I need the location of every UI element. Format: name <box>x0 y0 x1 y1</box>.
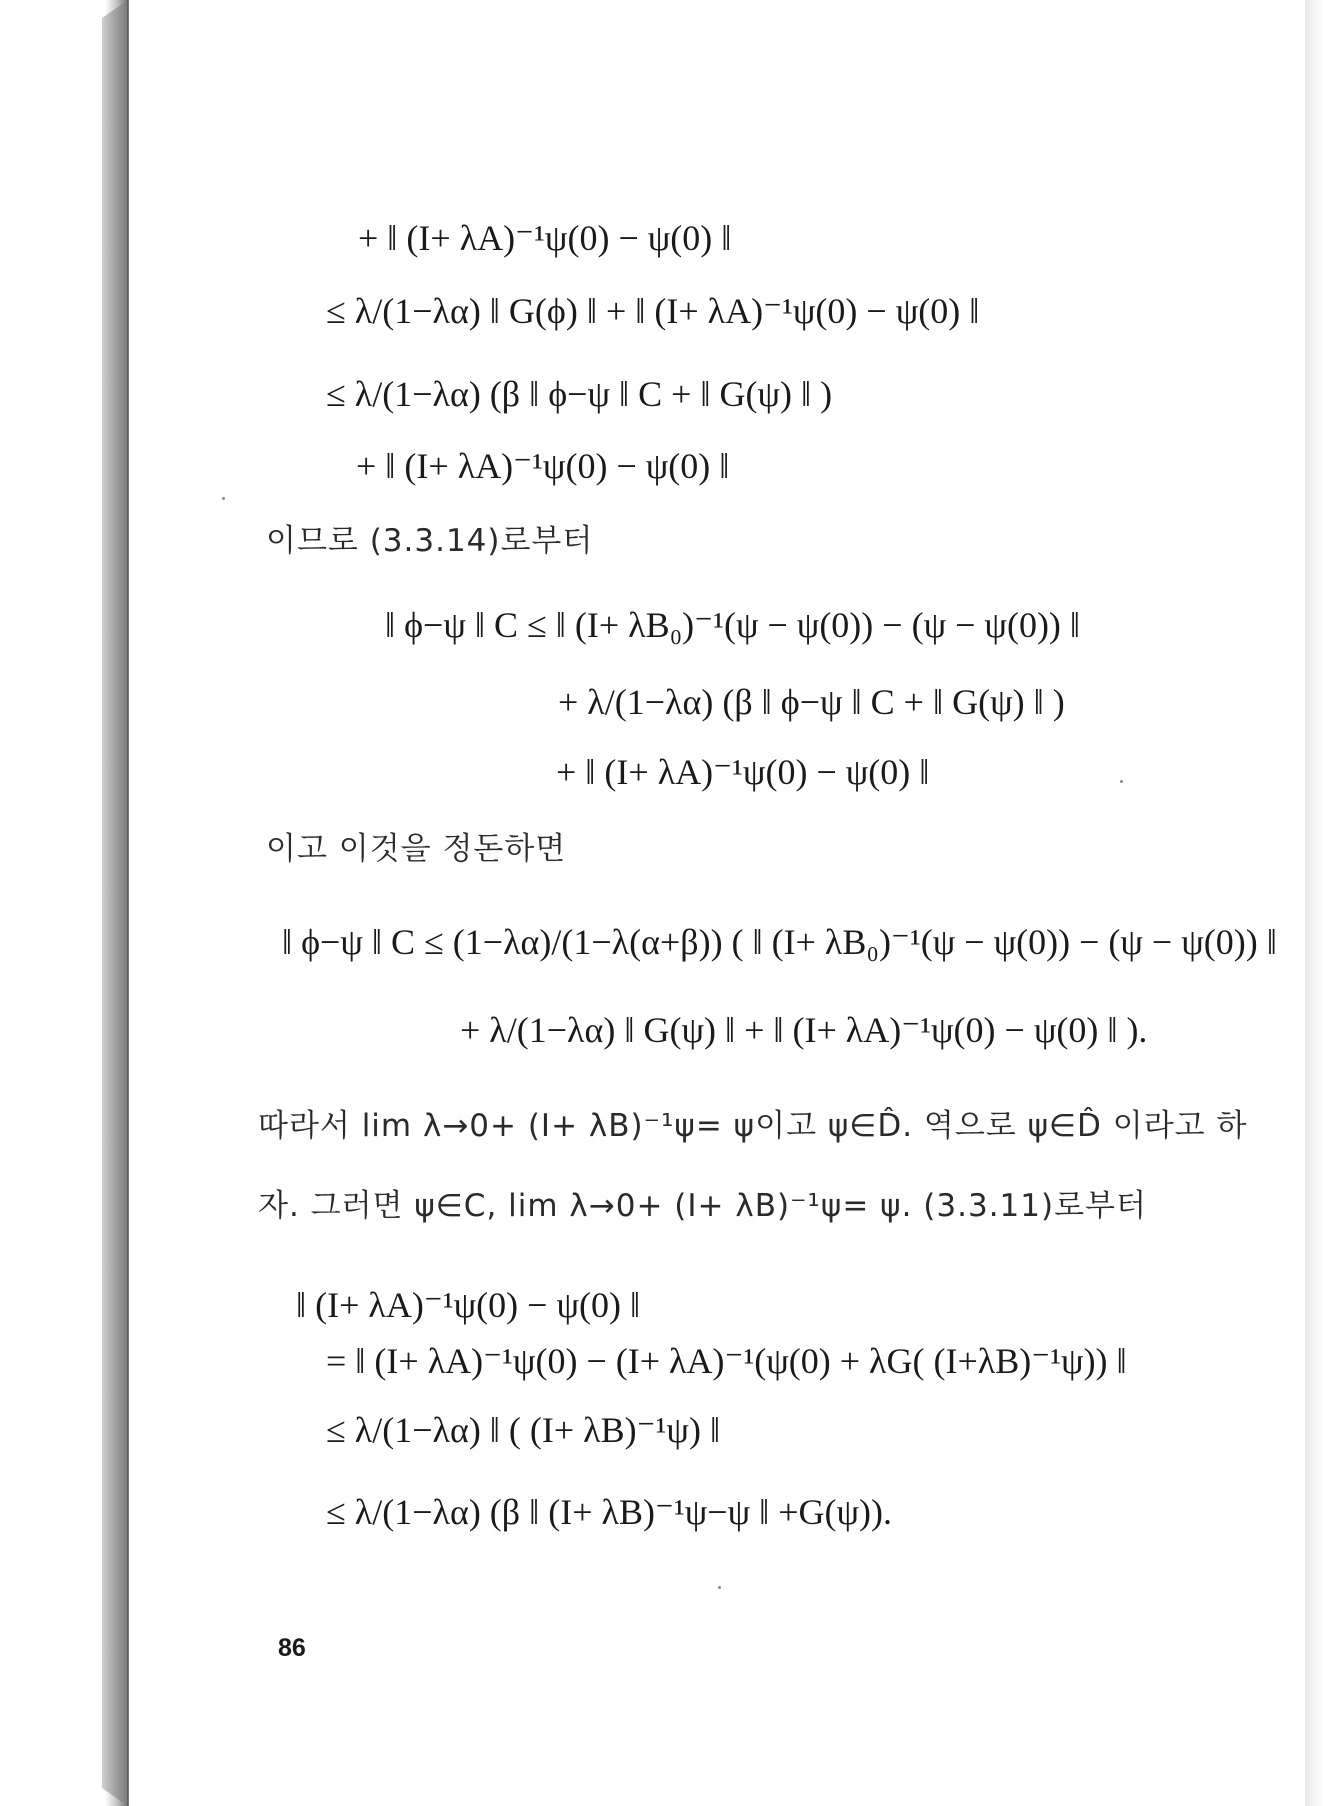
equation-line: + ‖ (I+ λA)⁻¹ψ(0) − ψ(0) ‖ <box>556 752 930 792</box>
page-number: 86 <box>278 1634 306 1662</box>
equation-line: ≤ λ/(1−λα) (β ‖ ϕ−ψ ‖ C + ‖ G(ψ) ‖ ) <box>326 374 833 414</box>
scan-speck <box>718 1586 721 1589</box>
book-page <box>128 0 1306 1806</box>
equation-line: ‖ ϕ−ψ ‖ C ≤ ‖ (I+ λB₀)⁻¹(ψ − ψ(0)) − (ψ − ψ(0)) ‖ <box>385 605 1081 645</box>
text-line: 이고 이것을 정돈하면 <box>266 831 567 867</box>
book-edge <box>0 0 128 1806</box>
equation-line: = ‖ (I+ λA)⁻¹ψ(0) − (I+ λA)⁻¹(ψ(0) + λG( (I+λB)⁻¹ψ)) ‖ <box>326 1341 1127 1381</box>
equation-line: ≤ λ/(1−λα) ‖ G(ϕ) ‖ + ‖ (I+ λA)⁻¹ψ(0) − ψ(0) ‖ <box>326 291 980 331</box>
equation-line: + λ/(1−λα) ‖ G(ψ) ‖ + ‖ (I+ λA)⁻¹ψ(0) − ψ(0) ‖ ). <box>460 1010 1148 1050</box>
scan-speck <box>222 497 225 500</box>
equation-line: + ‖ (I+ λA)⁻¹ψ(0) − ψ(0) ‖ <box>356 446 730 486</box>
scan-speck <box>1120 780 1123 783</box>
text-line: 이므로 (3.3.14)로부터 <box>266 523 594 559</box>
equation-line: ‖ (I+ λA)⁻¹ψ(0) − ψ(0) ‖ <box>296 1285 641 1325</box>
page-shadow <box>1305 0 1325 1806</box>
equation-line: ‖ ϕ−ψ ‖ C ≤ (1−λα)/(1−λ(α+β)) ( ‖ (I+ λB₀)⁻¹(ψ − ψ(0)) − (ψ − ψ(0)) ‖ <box>282 922 1277 962</box>
equation-line: + λ/(1−λα) (β ‖ ϕ−ψ ‖ C + ‖ G(ψ) ‖ ) <box>558 682 1065 722</box>
text-line: 자. 그러면 ψ∈C, lim λ→0+ (I+ λB)⁻¹ψ= ψ. (3.3.11)로부터 <box>258 1188 1147 1224</box>
text-line: 따라서 lim λ→0+ (I+ λB)⁻¹ψ= ψ이고 ψ∈D̂. 역으로 ψ∈D̂ 이라고 하 <box>258 1108 1248 1144</box>
equation-line: ≤ λ/(1−λα) (β ‖ (I+ λB)⁻¹ψ−ψ ‖ +G(ψ)). <box>326 1492 893 1532</box>
equation-line: + ‖ (I+ λA)⁻¹ψ(0) − ψ(0) ‖ <box>358 218 732 258</box>
equation-line: ≤ λ/(1−λα) ‖ ( (I+ λB)⁻¹ψ) ‖ <box>326 1410 721 1450</box>
